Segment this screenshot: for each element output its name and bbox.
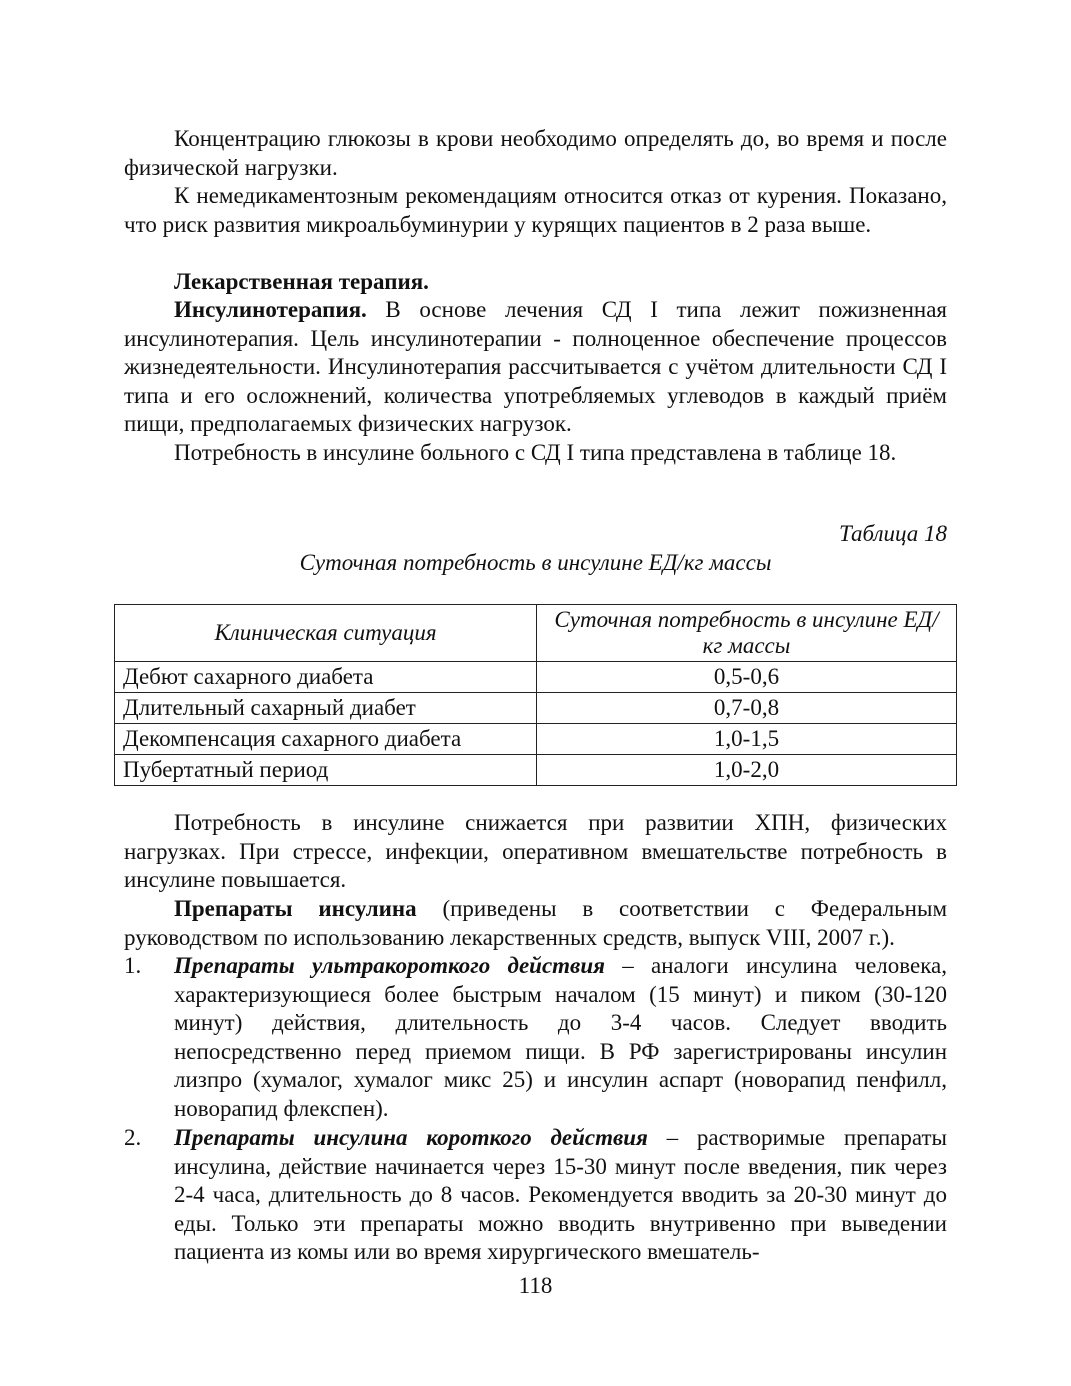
list-item-number: 1. (124, 953, 142, 978)
table-row (115, 724, 957, 755)
table-cell-situation: Дебют сахарного диабета (115, 662, 537, 693)
table-cell-value: 0,7-0,8 (537, 693, 957, 724)
table-cell-value: 0,5-0,6 (537, 662, 957, 693)
table-cell-value: 1,0-2,0 (537, 755, 957, 786)
list-item-body (174, 1124, 947, 1267)
paragraph-insulin-preparations (124, 895, 947, 952)
table-cell-situation: Пубертатный период (115, 755, 537, 786)
insulin-therapy-text: В основе лечения СД I типа лежит пожизненная инсулинотерапия. Цель инсулинотерапии - полноценное обеспечение процессов жизнедеятельности. Инсулинотерапия рассчитывается с учётом длительности СД I типа и его осложнений, количества употребляемых углеводов в каждый приём пищи, предполагаемых физических нагрузок. (124, 297, 947, 437)
table-header-daily-requirement: Суточная потребность в инсулине ЕД/кг массы (537, 605, 957, 662)
table-header-row (115, 605, 957, 662)
list-item-lead: Препараты ультракороткого действия (174, 953, 605, 978)
paragraph-requirement-changes: Потребность в инсулине снижается при развитии ХПН, физических нагрузках. При стрессе, инфекции, оперативном вмешательстве потребность в инсулине повышается. (124, 810, 947, 893)
list-item-text: – аналоги инсулина человека, характеризующиеся более быстрым началом (15 минут) и пиком (30-120 минут) действия, длительность до 3-4 часов. Следует вводить непосредственно перед приемом пищи. В РФ зарегистрированы инсулин лизпро (хумалог, хумалог микс 25) и инсулин аспарт (новорапид пенфилл, новорапид флекспен). (174, 953, 948, 1121)
heading-drug-therapy: Лекарственная терапия. (174, 269, 429, 294)
table-number: Таблица 18 (838, 521, 947, 546)
insulin-therapy-lead: Инсулинотерапия. (174, 297, 367, 322)
list-item-number: 2. (124, 1125, 142, 1150)
preparations-text: (приведены в соответствии с Федеральным руководством по использованию лекарственных средств, выпуск VIII, 2007 г.). (124, 896, 947, 950)
insulin-requirement-table (114, 604, 957, 786)
paragraph-smoking: К немедикаментозным рекомендациям относится отказ от курения. Показано, что риск развития микроальбуминурии у курящих пациентов в 2 раза выше. (124, 183, 947, 237)
table-row (115, 693, 957, 724)
table-cell-situation: Декомпенсация сахарного диабета (115, 724, 537, 755)
paragraph-glucose: Концентрацию глюкозы в крови необходимо определять до, во время и после физической нагрузки. (124, 126, 947, 180)
preparations-lead: Препараты инсулина (174, 896, 417, 921)
table-cell-situation: Длительный сахарный диабет (115, 693, 537, 724)
list-item-body (174, 952, 947, 1124)
table-row (115, 662, 957, 693)
paragraph-insulin-therapy (124, 296, 947, 439)
table-cell-value: 1,0-1,5 (537, 724, 957, 755)
list-item-text: – растворимые препараты инсулина, действие начинается через 15-30 минут после введения, пик через 2-4 часа, длительность до 8 часов. Рекомендуется вводить за 20-30 минут до еды. Только эти препараты можно вводить внутривенно при выведении пациента из комы или во время хирургического вмешатель- (174, 1125, 947, 1265)
table-row (115, 755, 957, 786)
page-number: 118 (518, 1273, 553, 1298)
list-item-lead: Препараты инсулина короткого действия (174, 1125, 648, 1150)
table-header-clinical-situation: Клиническая ситуация (115, 605, 537, 662)
table-title: Суточная потребность в инсулине ЕД/кг массы (299, 550, 772, 575)
paragraph-table-reference: Потребность в инсулине больного с СД I типа представлена в таблице 18. (174, 440, 897, 465)
